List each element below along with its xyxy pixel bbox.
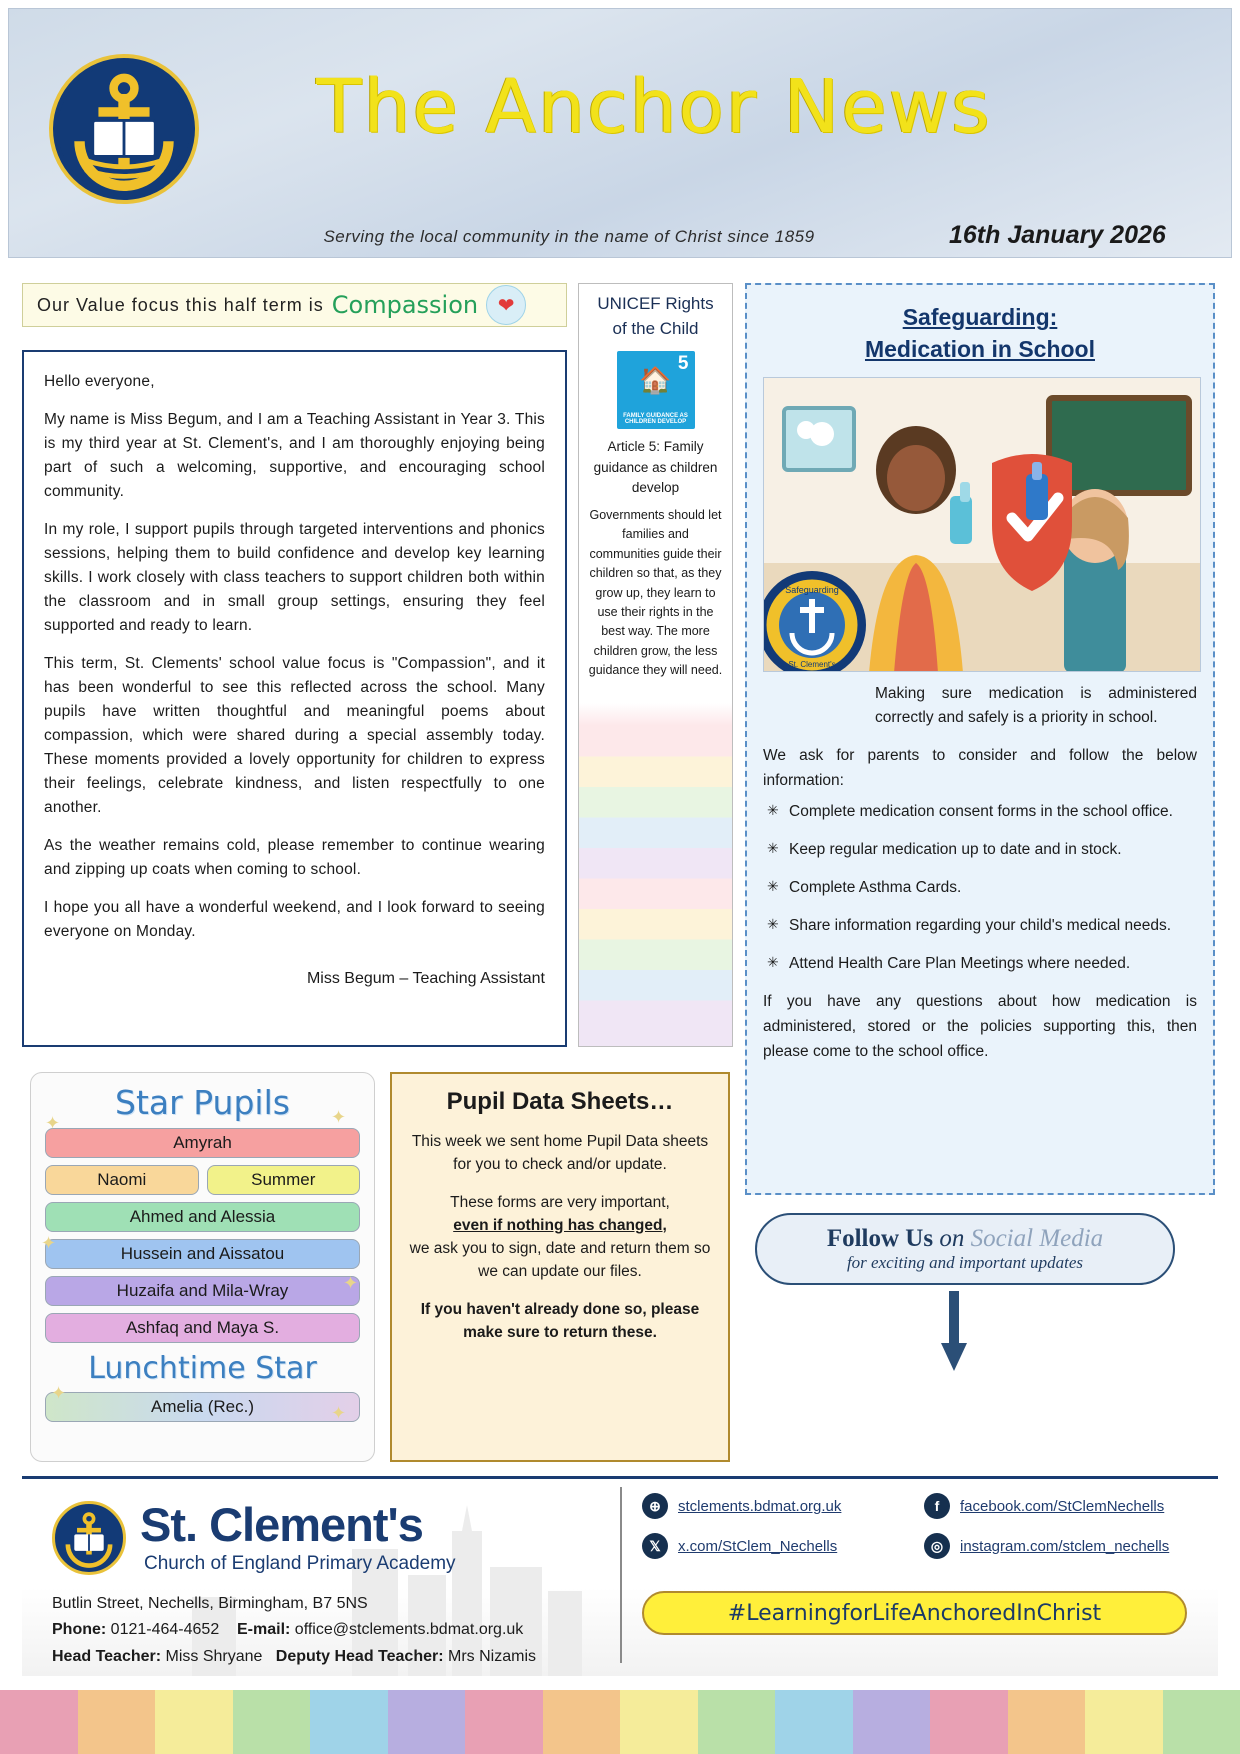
letter-greeting: Hello everyone, xyxy=(44,373,155,390)
deputy-head-label: Deputy Head Teacher: xyxy=(275,1647,444,1665)
phone-number: 0121-464-4652 xyxy=(110,1621,220,1639)
school-contact-details xyxy=(52,1591,536,1670)
safeguarding-outro: If you have any questions about how medication is administered, stored or the policies supporting this, then please come to the school office. xyxy=(763,993,1197,1060)
star-pupils-panel xyxy=(30,1072,375,1462)
unicef-rights-panel xyxy=(578,283,733,1047)
star-pupil-pill: Ahmed and Alessia xyxy=(45,1202,360,1232)
safeguarding-bullet-list xyxy=(763,800,1197,976)
star-pupils-title: Star Pupils xyxy=(115,1083,290,1122)
school-logo-icon xyxy=(52,1501,126,1575)
headteacher-letter xyxy=(22,350,567,1047)
facebook-link[interactable]: facebook.com/StClemNechells xyxy=(960,1497,1165,1515)
unicef-badge-caption: FAMILY GUIDANCE AS CHILDREN DEVELOP xyxy=(623,412,688,426)
star-pupil-pill: Amyrah xyxy=(45,1128,360,1158)
letter-paragraph: In my role, I support pupils through targeted interventions and phonics sessions, helping them to build confidence and develop key learning skills. I work closely with class teachers to support children both within the classroom and in small group settings, ensuring they feel supported and ready to learn. xyxy=(44,521,545,635)
lunchtime-star-pill: Amelia (Rec.) xyxy=(45,1392,360,1422)
star-pupil-pill: Naomi xyxy=(45,1165,199,1195)
star-icon: ✦ xyxy=(331,1107,347,1127)
follow-us-line2: for exciting and important updates xyxy=(846,1253,1084,1272)
phone-label: Phone: xyxy=(52,1621,107,1639)
instagram-link[interactable]: instagram.com/stclem_nechells xyxy=(960,1537,1170,1555)
email-label: E-mail: xyxy=(237,1621,291,1639)
svg-text:Safeguarding: Safeguarding xyxy=(785,585,839,596)
anchor-icon xyxy=(53,58,195,200)
heart-hands-icon: ❤ xyxy=(486,285,526,325)
star-pupil-pill: Hussein and Aissatou xyxy=(45,1239,360,1269)
unicef-title: UNICEF Rights of the Child xyxy=(597,294,714,338)
follow-us-block xyxy=(745,1213,1215,1393)
anchor-book-logo-icon xyxy=(49,54,199,204)
letter-paragraph: As the weather remains cold, please remember to continue wearing and zipping up coats when coming to school. xyxy=(44,837,545,879)
value-focus-bar xyxy=(22,283,567,327)
unicef-badge-number: 5 xyxy=(677,353,689,375)
pupil-data-title: Pupil Data Sheets… xyxy=(446,1088,674,1115)
star-pupil-pill: Huzaifa and Mila-Wray xyxy=(45,1276,360,1306)
facebook-link-cell[interactable] xyxy=(924,1493,1196,1519)
decorative-bottom-stripe xyxy=(0,1690,1240,1754)
head-teacher-name: Miss Shryane xyxy=(165,1647,263,1665)
letter-paragraph: This term, St. Clements' school value focus is "Compassion", and it has been wonderful to see this reflected across the school. Many pupils have written thoughtful and meaningful poems about compassion, which were shared during a special assembly today. These moments provided a lovely opportunity for children to express their feelings, celebrate kindness, and listen respectfully to one another. xyxy=(44,655,545,817)
star-icon: ✦ xyxy=(51,1383,67,1403)
social-links-row xyxy=(642,1533,1202,1559)
safeguarding-bullet: ✳ Keep regular medication up to date and in stock. xyxy=(785,838,1197,862)
social-links xyxy=(642,1493,1202,1573)
pupil-data-paragraph-1: This week we sent home Pupil Data sheets for you to check and/or update. xyxy=(411,1133,709,1174)
star-pupil-pill: Summer xyxy=(207,1165,361,1195)
pupil-data-p2-after: we ask you to sign, date and return them so we can update our files. xyxy=(409,1240,711,1281)
deputy-head-name: Mrs Nizamis xyxy=(448,1647,536,1665)
instagram-link-cell[interactable] xyxy=(924,1533,1196,1559)
safeguarding-bullet: ✳ Attend Health Care Plan Meetings where needed. xyxy=(785,952,1197,976)
head-teacher-label: Head Teacher: xyxy=(52,1647,162,1665)
website-link-cell[interactable] xyxy=(642,1493,914,1519)
safeguarding-title-line2: Medication in School xyxy=(864,336,1095,363)
page-title: The Anchor News xyxy=(316,64,992,150)
issue-date: 16th January 2026 xyxy=(949,221,1166,249)
value-focus-word: Compassion xyxy=(331,291,479,319)
star-pupil-row xyxy=(45,1165,360,1202)
safeguarding-intro: We ask for parents to consider and follow the below information: xyxy=(763,747,1197,790)
unicef-article-body: Governments should let families and communities guide their children so that, as they grow up, they learn to use their rights in the best way. The more children grow, the less guidance they will need. xyxy=(588,508,723,678)
letter-signature: Miss Begum – Teaching Assistant xyxy=(306,970,545,988)
school-crest-icon xyxy=(763,575,862,672)
star-icon: ✦ xyxy=(331,1403,347,1423)
safeguarding-title-line1: Safeguarding: xyxy=(902,304,1058,330)
lunchtime-star-title: Lunchtime Star xyxy=(88,1351,317,1386)
follow-us-banner xyxy=(755,1213,1175,1285)
safeguarding-illustration xyxy=(763,377,1201,672)
website-link[interactable]: stclements.bdmat.org.uk xyxy=(678,1497,842,1515)
facebook-icon: f xyxy=(924,1493,950,1519)
follow-us-social-media: Social Media xyxy=(970,1225,1104,1252)
school-hashtag: #LearningforLifeAnchoredInChrist xyxy=(642,1591,1187,1635)
anchor-book-small-icon xyxy=(55,1504,123,1572)
safeguarding-crest-icon xyxy=(763,571,866,672)
follow-us-on: on xyxy=(939,1225,965,1252)
school-address: Butlin Street, Nechells, Birmingham, B7 5NS xyxy=(52,1595,368,1612)
star-icon: ✦ xyxy=(41,1233,57,1253)
globe-icon: ⊕ xyxy=(642,1493,668,1519)
school-subtitle: Church of England Primary Academy xyxy=(144,1553,456,1574)
follow-us-strong: Follow Us xyxy=(826,1225,934,1252)
unicef-article-title: Article 5: Family guidance as children develop xyxy=(593,439,718,495)
star-icon: ✦ xyxy=(45,1113,61,1133)
down-arrow-icon xyxy=(941,1291,967,1371)
safeguarding-bullet: ✳ Complete medication consent forms in the school office. xyxy=(785,800,1197,824)
footer xyxy=(22,1476,1218,1676)
letter-paragraph: I hope you all have a wonderful weekend, and I look forward to seeing everyone on Monday. xyxy=(44,899,545,941)
x-link-cell[interactable] xyxy=(642,1533,914,1559)
pupil-data-paragraph-3: If you haven't already done so, please make sure to return these. xyxy=(420,1300,700,1341)
safeguarding-bullet: ✳ Complete Asthma Cards. xyxy=(785,876,1197,900)
family-house-icon: 🏠 xyxy=(639,365,672,396)
pupil-data-paragraph-2 xyxy=(408,1191,712,1284)
email-address: office@stclements.bdmat.org.uk xyxy=(294,1621,524,1639)
school-name: St. Clement's xyxy=(140,1498,423,1551)
safeguarding-title xyxy=(763,301,1197,365)
x-twitter-icon: 𝕏 xyxy=(642,1533,668,1559)
star-icon: ✦ xyxy=(343,1273,359,1293)
safeguarding-caption: Making sure medication is administered correctly and safely is a priority in school. xyxy=(875,685,1197,727)
footer-divider xyxy=(620,1487,622,1663)
pupil-data-sheets-panel xyxy=(390,1072,730,1462)
x-link[interactable]: x.com/StClem_Nechells xyxy=(678,1537,838,1555)
follow-us-line1 xyxy=(827,1225,1103,1253)
value-focus-label: Our Value focus this half term is xyxy=(37,294,324,315)
newsletter-header xyxy=(8,8,1232,258)
social-links-row xyxy=(642,1493,1202,1519)
pupil-data-p2-before: These forms are very important, xyxy=(450,1193,670,1211)
letter-paragraph: My name is Miss Begum, and I am a Teaching Assistant in Year 3. This is my third year at St. Clement's, and I am thoroughly enjoying being part of such a welcoming, supportive, and encouraging school community. xyxy=(44,411,545,501)
instagram-icon: ◎ xyxy=(924,1533,950,1559)
pupil-data-p2-emphasis: even if nothing has changed, xyxy=(453,1216,667,1234)
header-tagline: Serving the local community in the name of Christ since 1859 xyxy=(323,227,815,246)
safeguarding-panel xyxy=(745,283,1215,1195)
safeguarding-bullet: ✳ Share information regarding your child's medical needs. xyxy=(785,914,1197,938)
star-pupil-pill: Ashfaq and Maya S. xyxy=(45,1313,360,1343)
unicef-article-badge-icon xyxy=(617,351,695,429)
svg-text:St. Clement's: St. Clement's xyxy=(788,660,836,670)
